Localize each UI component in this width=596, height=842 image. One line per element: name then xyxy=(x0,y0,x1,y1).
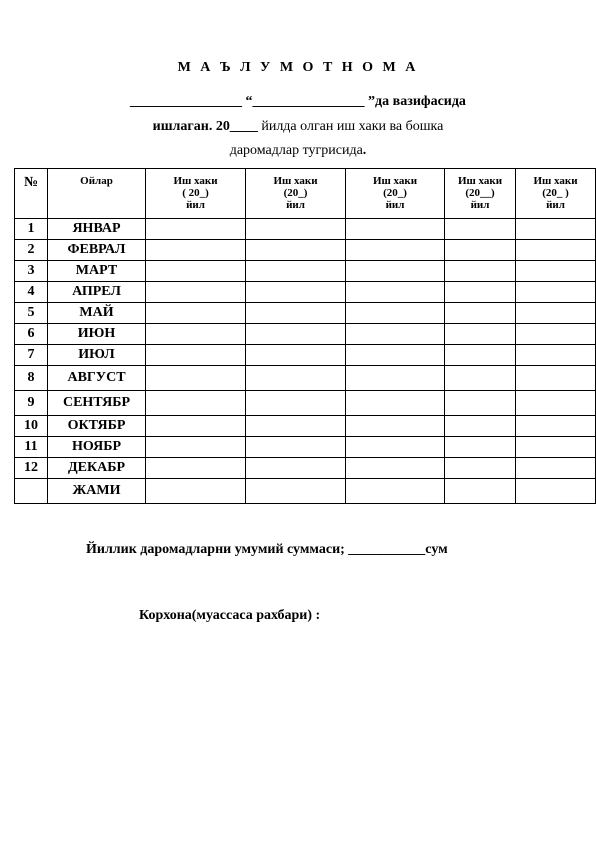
table-row xyxy=(15,261,596,282)
salary-cell[interactable] xyxy=(246,479,346,504)
salary-cell[interactable] xyxy=(146,303,246,324)
row-number: 10 xyxy=(15,416,48,437)
salary-cell[interactable] xyxy=(516,324,596,345)
worked-year-rest: йилда олган иш хаки ва бошка xyxy=(257,119,444,134)
row-month: МАЙ xyxy=(48,303,146,324)
salary-cell[interactable] xyxy=(346,458,445,479)
row-number: 5 xyxy=(15,303,48,324)
table-row xyxy=(15,324,596,345)
salary-cell[interactable] xyxy=(146,219,246,240)
salary-cell[interactable] xyxy=(346,261,445,282)
row-number: 7 xyxy=(15,345,48,366)
row-month: АПРЕЛ xyxy=(48,282,146,303)
salary-cell[interactable] xyxy=(246,219,346,240)
row-number: 11 xyxy=(15,437,48,458)
salary-cell[interactable] xyxy=(146,240,246,261)
salary-cell[interactable] xyxy=(445,303,516,324)
row-month: ИЮЛ xyxy=(48,345,146,366)
salary-cell[interactable] xyxy=(246,303,346,324)
table-row xyxy=(15,416,596,437)
table-row xyxy=(15,391,596,416)
table-row xyxy=(15,240,596,261)
salary-cell[interactable] xyxy=(146,458,246,479)
salary-cell[interactable] xyxy=(516,479,596,504)
salary-cell[interactable] xyxy=(346,324,445,345)
salary-cell[interactable] xyxy=(346,219,445,240)
table-row xyxy=(15,458,596,479)
salary-cell[interactable] xyxy=(146,416,246,437)
salary-cell[interactable] xyxy=(445,458,516,479)
salary-cell[interactable] xyxy=(346,437,445,458)
row-number: 6 xyxy=(15,324,48,345)
salary-cell[interactable] xyxy=(516,240,596,261)
row-month: ЯНВАР xyxy=(48,219,146,240)
header-salary-2: Иш хаки (20_) йил xyxy=(246,169,346,219)
salary-cell[interactable] xyxy=(146,261,246,282)
income-line-dot: . xyxy=(362,143,367,158)
row-number: 12 xyxy=(15,458,48,479)
header-salary-1: Иш хаки ( 20_) йил xyxy=(146,169,246,219)
salary-cell[interactable] xyxy=(246,282,346,303)
table-row xyxy=(15,366,596,391)
income-line xyxy=(0,143,596,159)
salary-cell[interactable] xyxy=(346,282,445,303)
row-number: 2 xyxy=(15,240,48,261)
salary-cell[interactable] xyxy=(445,261,516,282)
salary-cell[interactable] xyxy=(516,458,596,479)
salary-cell[interactable] xyxy=(146,479,246,504)
salary-cell[interactable] xyxy=(516,261,596,282)
header-salary-4: Иш хаки (20__) йил xyxy=(445,169,516,219)
row-month: ФЕВРАЛ xyxy=(48,240,146,261)
salary-cell[interactable] xyxy=(516,366,596,391)
salary-cell[interactable] xyxy=(516,391,596,416)
row-number: 3 xyxy=(15,261,48,282)
salary-cell[interactable] xyxy=(445,345,516,366)
salary-cell[interactable] xyxy=(346,240,445,261)
salary-cell[interactable] xyxy=(445,366,516,391)
row-number xyxy=(15,479,48,504)
salary-cell[interactable] xyxy=(445,479,516,504)
salary-cell[interactable] xyxy=(346,303,445,324)
salary-cell[interactable] xyxy=(516,219,596,240)
organization-head-label: Корхона(муассаса рахбари) : xyxy=(139,608,321,623)
row-number: 4 xyxy=(15,282,48,303)
header-salary-3: Иш хаки (20_) йил xyxy=(346,169,445,219)
salary-cell[interactable] xyxy=(516,282,596,303)
salary-cell[interactable] xyxy=(346,416,445,437)
worked-year-bold: ишлаган. 20____ xyxy=(152,119,258,134)
row-month: ИЮН xyxy=(48,324,146,345)
document-title: М А Ъ Л У М О Т Н О М А xyxy=(177,60,419,75)
header-row xyxy=(15,169,596,219)
row-month: ЖАМИ xyxy=(48,479,146,504)
salary-cell[interactable] xyxy=(246,458,346,479)
row-month: НОЯБР xyxy=(48,437,146,458)
salary-cell[interactable] xyxy=(346,345,445,366)
salary-cell[interactable] xyxy=(516,345,596,366)
row-number: 9 xyxy=(15,391,48,416)
row-month: АВГУСТ xyxy=(48,366,146,391)
salary-cell[interactable] xyxy=(246,416,346,437)
salary-cell[interactable] xyxy=(146,391,246,416)
salary-cell[interactable] xyxy=(445,437,516,458)
table-row xyxy=(15,303,596,324)
position-line: ________________ “________________ ”да вазифасида xyxy=(130,94,466,109)
income-line-text: даромадлар тугрисида xyxy=(229,143,363,158)
salary-cell[interactable] xyxy=(445,240,516,261)
header-number: № xyxy=(15,169,48,219)
worked-year-line xyxy=(0,119,596,135)
row-month: МАРТ xyxy=(48,261,146,282)
salary-cell[interactable] xyxy=(246,345,346,366)
salary-cell[interactable] xyxy=(146,282,246,303)
salary-cell[interactable] xyxy=(146,437,246,458)
salary-cell[interactable] xyxy=(445,324,516,345)
row-month: ОКТЯБР xyxy=(48,416,146,437)
salary-cell[interactable] xyxy=(146,345,246,366)
row-month: ДЕКАБР xyxy=(48,458,146,479)
header-months: Ойлар xyxy=(48,169,146,219)
row-month: СЕНТЯБР xyxy=(48,391,146,416)
table-row xyxy=(15,437,596,458)
table-row xyxy=(15,219,596,240)
salary-cell[interactable] xyxy=(445,416,516,437)
salary-cell[interactable] xyxy=(146,366,246,391)
row-number: 8 xyxy=(15,366,48,391)
salary-cell[interactable] xyxy=(246,437,346,458)
salary-cell[interactable] xyxy=(445,219,516,240)
table-row xyxy=(15,479,596,504)
salary-cell[interactable] xyxy=(246,324,346,345)
header-salary-5: Иш хаки (20_ ) йил xyxy=(516,169,596,219)
salary-cell[interactable] xyxy=(346,391,445,416)
salary-cell[interactable] xyxy=(346,366,445,391)
salary-cell[interactable] xyxy=(516,437,596,458)
salary-cell[interactable] xyxy=(516,303,596,324)
salary-cell[interactable] xyxy=(146,324,246,345)
salary-cell[interactable] xyxy=(246,261,346,282)
salary-cell[interactable] xyxy=(246,240,346,261)
annual-total-line: Йиллик даромадларни умумий суммаси; ___________сум xyxy=(86,542,448,557)
salary-cell[interactable] xyxy=(246,391,346,416)
salary-table xyxy=(14,168,596,504)
table-row xyxy=(15,282,596,303)
salary-cell[interactable] xyxy=(445,391,516,416)
salary-cell[interactable] xyxy=(516,416,596,437)
salary-cell[interactable] xyxy=(246,366,346,391)
table-row xyxy=(15,345,596,366)
salary-cell[interactable] xyxy=(445,282,516,303)
salary-cell[interactable] xyxy=(346,479,445,504)
row-number: 1 xyxy=(15,219,48,240)
